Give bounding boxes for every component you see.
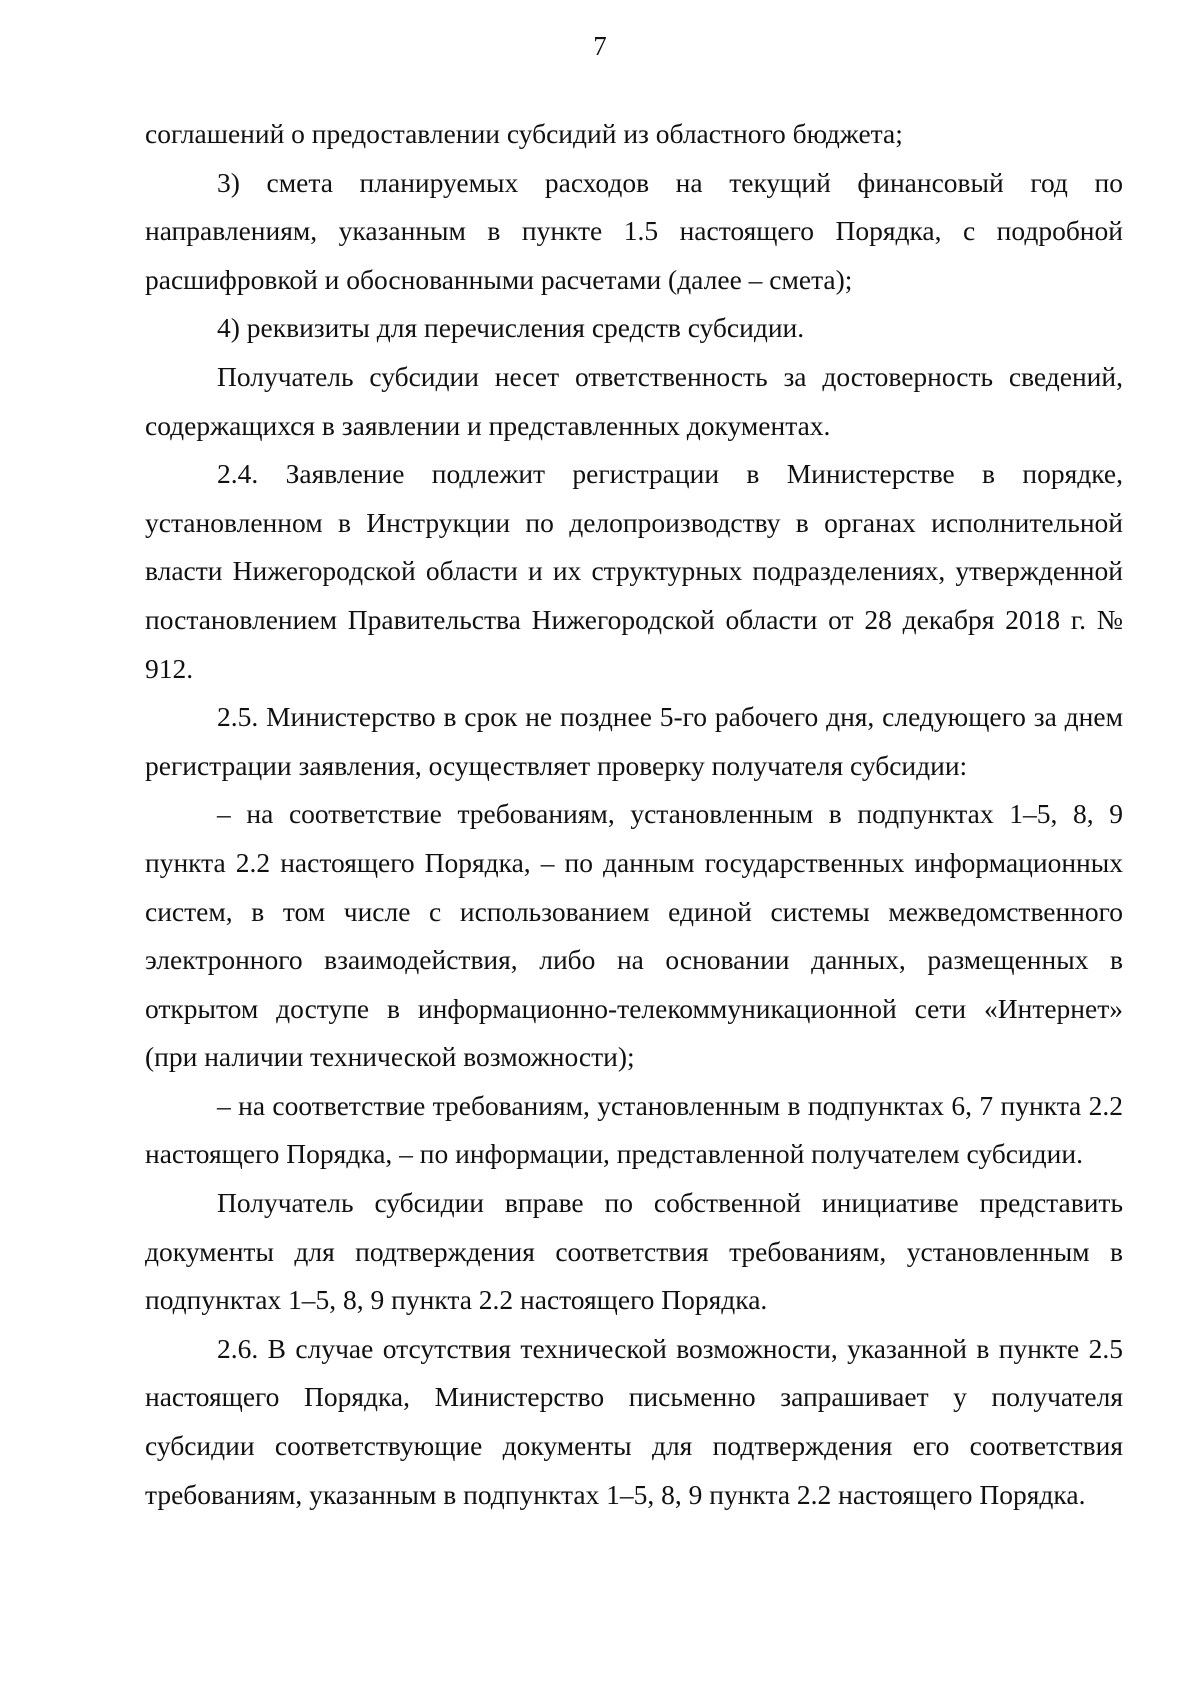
paragraph-item-3-estimate: 3) смета планируемых расходов на текущий финансовый год по направлениям, указанным в пункте 1.5 настоящего Порядка, с подробной расшифровкой и обоснованными расчетами (далее – смета); — [145, 166, 1123, 295]
paragraph-check-items-1-5-8-9: – на соответствие требованиям, установленным в подпунктах 1–5, 8, 9 пункта 2.2 настоящего Порядка, – по данным государственных информационных систем, в том числе с использованием единой системы межведомственного электронного взаимодействия, либо на основании данных, размещенных в открытом доступе в информационно-телекоммуникационной сети «Интернет» (при наличии технической возможности); — [145, 798, 1123, 1073]
paragraph-responsibility: Получатель субсидии несет ответственность за достоверность сведений, содержащихся в заявлении и представленных документах. — [145, 360, 1123, 441]
paragraph-clause-2-4: 2.4. Заявление подлежит регистрации в Министерстве в порядке, установленном в Инструкции по делопроизводству в органах исполнительной власти Нижегородской области и их структурных подразделениях, утвержденной постановлением Правительства Нижегородской области от 28 декабря 2018 г. № 912. — [145, 458, 1123, 684]
paragraph-clause-2-6: 2.6. В случае отсутствия технической возможности, указанной в пункте 2.5 настоящего Порядка, Министерство письменно запрашивает у получателя субсидии соответствующие документы для подтверждения его соответствия требованиям, указанным в подпунктах 1–5, 8, 9 пункта 2.2 настоящего Порядка. — [145, 1332, 1123, 1510]
paragraph-check-items-6-7: – на соответствие требованиям, установленным в подпунктах 6, 7 пункта 2.2 настоящего Порядка, – по информации, представленной получателем субсидии. — [145, 1089, 1123, 1170]
paragraph-continuation: соглашений о предоставлении субсидий из областного бюджета; — [145, 118, 903, 149]
paragraph-own-initiative: Получатель субсидии вправе по собственной инициативе представить документы для подтверждения соответствия требованиям, установленным в подпунктах 1–5, 8, 9 пункта 2.2 настоящего Порядка. — [145, 1187, 1123, 1316]
paragraph-clause-2-5: 2.5. Министерство в срок не позднее 5-го рабочего дня, следующего за днем регистрации заявления, осуществляет проверку получателя субсидии: — [145, 701, 1123, 781]
document-body — [145, 110, 1123, 1519]
paragraph-item-4-requisites: 4) реквизиты для перечисления средств субсидии. — [217, 312, 805, 344]
page-number: 7 — [593, 31, 607, 61]
